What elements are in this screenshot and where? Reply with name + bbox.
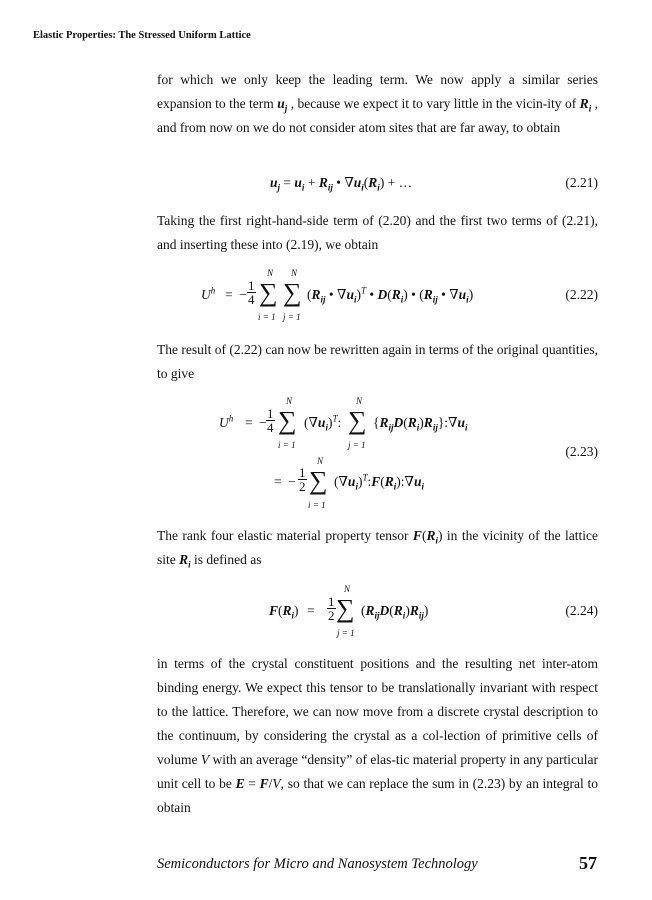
equation-2-21: $u_j = u_i + R_{ij}$ • $\nabla u_i(R_i)$ + … (2.21)	[270, 175, 598, 193]
symbol-V: V	[200, 752, 210, 767]
symbol-F-R-i: F	[412, 528, 422, 543]
equation-2-24: $F(R_i)$ = $\frac{1}{2}$ N ∑ j = 1 $(R_{ij}D(R_i)R_{ij})$ (2.24)	[269, 584, 598, 638]
running-head: Elastic Properties: The Stressed Uniform Lattice	[33, 30, 251, 41]
symbol-R-i: $R_i$	[179, 552, 191, 570]
page-number: 57	[579, 853, 597, 873]
symbol-R-i: $R_i$	[579, 96, 592, 114]
equation-2-23: $U^h$ = − $\frac{1}{4}$ N ∑ i = 1 $(\nabla u_i)^T$: N ∑ j = 1 $\{R_{ij}D(R_i)R_{ij}\}:\nabla u_i$ (2.23) = − $\frac{1}{2}$ N ∑ i = 1 $(\nabla u_i)^T:F(R_i):\nabla u_i$	[219, 396, 598, 510]
equation-number: (2.24)	[565, 603, 598, 618]
footer-book-title: Semiconductors for Micro and Nanosystem Technology	[157, 856, 478, 872]
equation-2-22: $U^h$ = − $\frac{1}{4}$ N ∑ i = 1 N ∑ j = 1 ($R_{ij}$ • $\nabla u_i)^T$ • $D(R_i)$ • ($R_{ij}$ • $\nabla u_i$) (2.22)	[201, 268, 598, 322]
symbol-u-j: $u_j$	[277, 96, 288, 114]
paragraph-3: The result of (2.22) can now be rewritten again in terms of the original quantities, to give	[157, 342, 598, 381]
equation-number: (2.22)	[565, 287, 598, 302]
paragraph-1: for which we only keep the leading term. We now apply a similar series expansion to the term $u_j$ , because we expect it to vary little in the vicin-ity of $R_i$ , and from now on we do not consider atom sites that are far away, to obtain	[157, 72, 599, 135]
equation-number: (2.21)	[565, 175, 598, 190]
paragraph-4: The rank four elastic material property tensor $F(R_i)$ in the vicinity of the lattice site $R_i$ is defined as	[157, 528, 599, 570]
equation-number: (2.23)	[565, 444, 598, 459]
paragraph-5: in terms of the crystal constituent positions and the resulting net inter-atom binding energy. We expect this tensor to be translationally invariant with respect to the lattice. Therefore, we can now move from a discrete crystal description to the continuum, by considering the crystal as a col-lection of primitive cells of volume V with an average “density” of elas-tic material property in any particular unit cell to be E = F/V, so that we can replace the sum in (2.23) by an integral to obtain	[157, 656, 599, 815]
paragraph-2: Taking the first right-hand-side term of (2.20) and the first two terms of (2.21), and inserting these into (2.19), we obtain	[157, 213, 598, 252]
